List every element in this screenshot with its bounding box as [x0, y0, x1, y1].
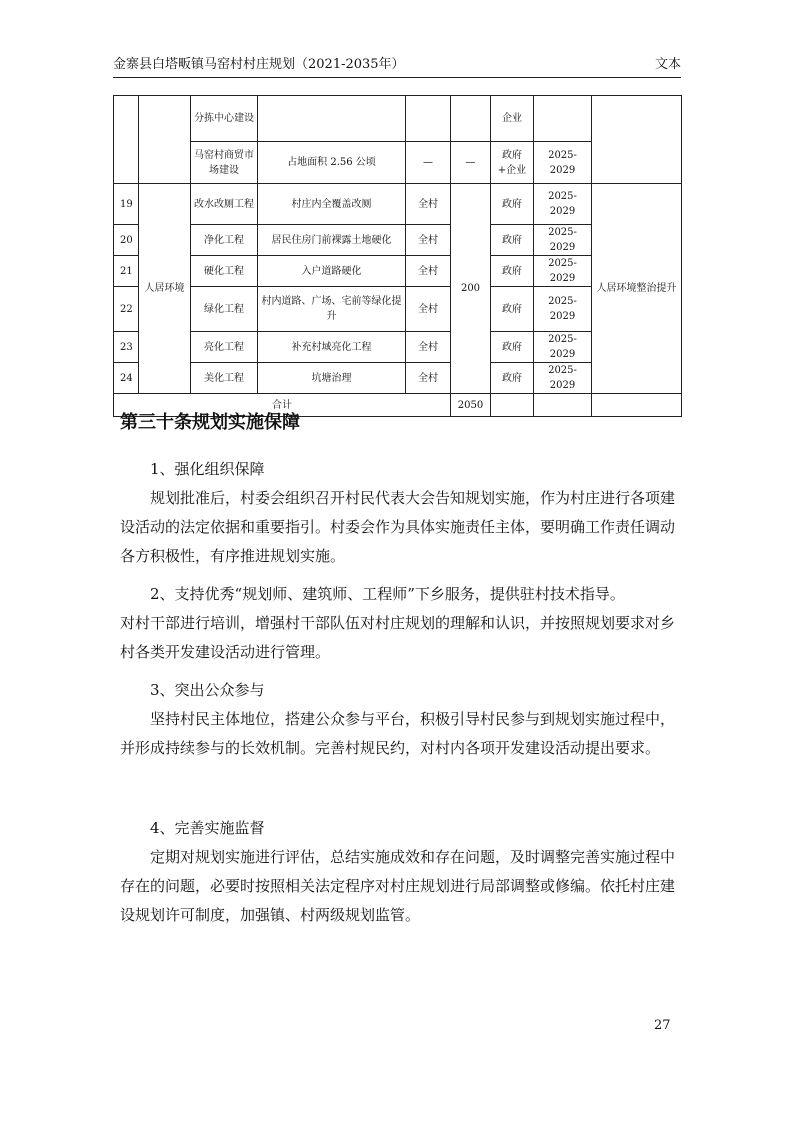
project-name-cell: 分拣中心建设 — [191, 96, 258, 142]
content-cell: 居民住房门前裸露土地硬化 — [258, 225, 406, 256]
period-cell: 2025-2029 — [534, 256, 592, 287]
sponsor-cell: 政府 — [491, 225, 534, 256]
row-number-cell: 22 — [114, 287, 139, 332]
project-table — [113, 95, 682, 417]
scope-cell: 全村 — [406, 287, 451, 332]
period-cell: 2025-2029 — [534, 184, 592, 225]
item-heading: 1、强化组织保障 — [150, 460, 265, 478]
sponsor-cell: 政府 — [491, 287, 534, 332]
row-number-cell: 20 — [114, 225, 139, 256]
scope-cell: 全村 — [406, 184, 451, 225]
period-cell: 2025-2029 — [534, 363, 592, 394]
section-title: 第三十条规划实施保障 — [120, 412, 300, 433]
table-row — [114, 184, 682, 225]
item-body: 对村干部进行培训，增强村干部队伍对村庄规划的理解和认识，并按照规划要求对乡村各类开发建设活动进行管理。 — [120, 614, 676, 661]
sponsor-cell: 企业 — [491, 96, 534, 142]
project-name-cell: 硬化工程 — [191, 256, 258, 287]
remark-cell: 人居环境整治提升 — [592, 184, 682, 394]
sponsor-cell: 政府 — [491, 332, 534, 363]
total-label-cell: 合计 — [114, 394, 451, 417]
project-name-cell: 绿化工程 — [191, 287, 258, 332]
row-number-cell: 23 — [114, 332, 139, 363]
project-name-cell: 净化工程 — [191, 225, 258, 256]
sponsor-cell: 政府 — [491, 184, 534, 225]
table-cell — [139, 96, 191, 184]
item-body: 坚持村民主体地位，搭建公众参与平台，积极引导村民参与到规划实施过程中，并形成持续参与的长效机制。完善村规民约，对村内各项开发建设活动提出要求。 — [120, 710, 676, 757]
content-cell: 占地面积 2.56 公顷 — [258, 142, 406, 184]
table-cell — [592, 394, 682, 417]
table-cell — [592, 96, 682, 184]
project-name-cell: 改水改厕工程 — [191, 184, 258, 225]
invest-cell: 200 — [451, 184, 491, 394]
scope-cell: 全村 — [406, 225, 451, 256]
total-value-cell: 2050 — [451, 394, 491, 417]
period-cell: 2025-2029 — [534, 142, 592, 184]
scope-cell: 全村 — [406, 332, 451, 363]
invest-cell: — — [451, 142, 491, 184]
scope-cell: — — [406, 142, 451, 184]
header-divider — [113, 77, 681, 78]
project-name-cell: 美化工程 — [191, 363, 258, 394]
period-cell: 2025-2029 — [534, 332, 592, 363]
table-row — [114, 96, 682, 142]
scope-cell: 全村 — [406, 363, 451, 394]
item-body: 规划批准后，村委会组织召开村民代表大会告知规划实施，作为村庄进行各项建设活动的法定依据和重要指引。村委会作为具体实施责任主体，要明确工作责任调动各方积极性，有序推进规划实施。 — [120, 489, 676, 565]
row-number-cell: 24 — [114, 363, 139, 394]
period-cell: 2025-2029 — [534, 287, 592, 332]
document-title: 金寨县白塔畈镇马窑村村庄规划（2021-2035年） — [113, 57, 405, 72]
table-cell — [451, 96, 491, 142]
row-number-cell: 19 — [114, 184, 139, 225]
item-heading: 4、完善实施监督 — [150, 819, 265, 837]
page-number: 27 — [654, 1018, 671, 1033]
item-heading: 3、突出公众参与 — [150, 681, 265, 699]
period-cell: 2025-2029 — [534, 225, 592, 256]
content-cell: 坑塘治理 — [258, 363, 406, 394]
row-number-cell: 21 — [114, 256, 139, 287]
table-cell — [491, 394, 534, 417]
table-cell — [406, 96, 451, 142]
table-cell — [534, 96, 592, 142]
item-heading: 2、支持优秀“规划师、建筑师、工程师”下乡服务，提供驻村技术指导。 — [150, 585, 625, 603]
document-type: 文本 — [654, 57, 681, 72]
content-cell: 入户道路硬化 — [258, 256, 406, 287]
table-cell — [258, 96, 406, 142]
project-name-cell: 亮化工程 — [191, 332, 258, 363]
scope-cell: 全村 — [406, 256, 451, 287]
table-cell — [114, 96, 139, 184]
sponsor-cell: 政府 — [491, 256, 534, 287]
content-cell: 村庄内全覆盖改厕 — [258, 184, 406, 225]
sponsor-cell: 政府+企业 — [491, 142, 534, 184]
table-cell — [534, 394, 592, 417]
sponsor-cell: 政府 — [491, 363, 534, 394]
project-name-cell: 马窑村商贸市场建设 — [191, 142, 258, 184]
content-cell: 村内道路、广场、宅前等绿化提升 — [258, 287, 406, 332]
category-cell: 人居环境 — [139, 184, 191, 394]
item-body: 定期对规划实施进行评估，总结实施成效和存在问题，及时调整完善实施过程中存在的问题，必要时按照相关法定程序对村庄规划进行局部调整或修编。依托村庄建设规划许可制度，加强镇、村两级规划监管。 — [120, 848, 676, 924]
content-cell: 补充村域亮化工程 — [258, 332, 406, 363]
